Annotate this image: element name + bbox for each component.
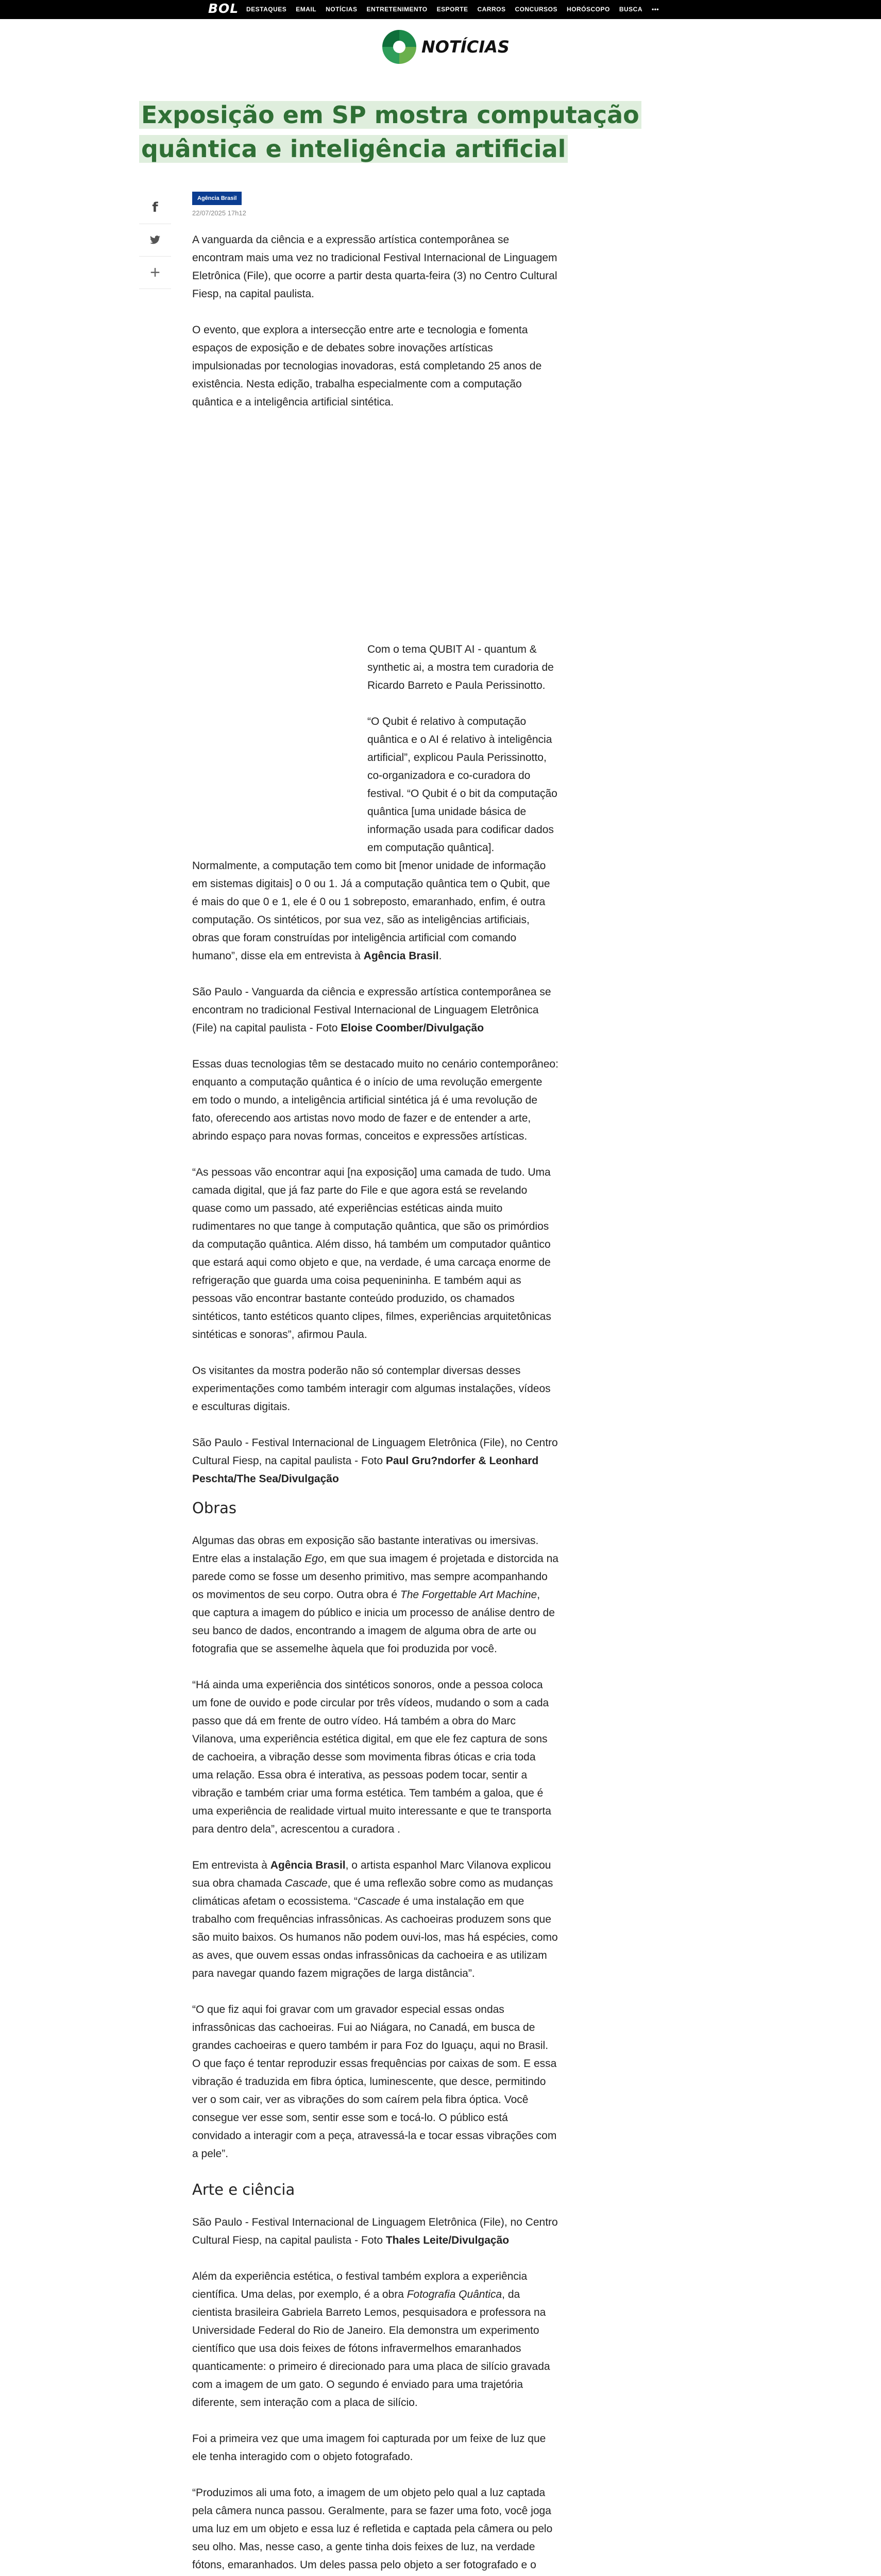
nav-concursos[interactable]: CONCURSOS bbox=[515, 6, 557, 13]
paragraph: O evento, que explora a intersecção entre arte e tecnologia e fomenta espaços de exposição e de debates sobre inovações artísticas impulsionadas por tecnologias inovadoras, está completando 25 anos de existência. Nesta edição, trabalha especialmente com a computação quântica e a inteligência artificial sintética. bbox=[192, 324, 542, 408]
share-buttons bbox=[139, 192, 171, 289]
source-badge[interactable]: Agência Brasil bbox=[192, 192, 242, 205]
nav-email[interactable]: EMAIL bbox=[296, 6, 317, 13]
photo-caption: São Paulo - Festival Internacional de Linguagem Eletrônica (File), no Centro Cultural Fiesp, na capital paulista - Foto Paul Gru?ndorfer & Leonhard Peschta/The Sea/Divulgação bbox=[192, 1437, 558, 1485]
more-share-button[interactable] bbox=[139, 257, 171, 289]
publish-date: 22/07/2025 17h12 bbox=[192, 209, 246, 217]
paragraph: Foi a primeira vez que uma imagem foi capturada por um feixe de luz que ele tenha interagido com o objeto fotografado. bbox=[192, 2433, 546, 2463]
paragraph: “Produzimos ali uma foto, a imagem de um objeto pelo qual a luz captada pela câmera nunca passou. Geralmente, para se fazer uma foto, você joga uma luz em um objeto e essa luz é refletida e captada pela câmera ou pelo seu olho. Mas, nesse caso, a gente tinha dois feixes de luz, na verdade fótons, emaranhados. Um deles passa pelo objeto a ser fotografado e o bbox=[192, 2487, 553, 2571]
top-nav-links bbox=[246, 6, 659, 13]
nav-entretenimento[interactable]: ENTRETENIMENTO bbox=[366, 6, 428, 13]
inset-block bbox=[367, 640, 559, 857]
facebook-share-button[interactable] bbox=[139, 192, 171, 224]
nav-noticias[interactable]: NOTÍCIAS bbox=[326, 6, 358, 13]
article-title: Exposição em SP mostra computação quântica e inteligência artificial bbox=[139, 98, 732, 166]
nav-more[interactable]: ••• bbox=[652, 6, 659, 13]
facebook-icon: f bbox=[152, 200, 158, 215]
photo-caption: São Paulo - Festival Internacional de Linguagem Eletrônica (File), no Centro Cultural Fiesp, na capital paulista - Foto Thales Leite/Divulgação bbox=[192, 2216, 558, 2246]
paragraph: Normalmente, a computação tem como bit [menor unidade de informação em sistemas digitais] o 0 ou 1. Já a computação quântica tem o Qubit, que é mais do que 0 e 1, ele é 0 ou 1 sobreposto, emaranhado, enfim, é outra computação. Os sintéticos, por sua vez, são as inteligências artificiais, obras que foram construídas por inteligência artificial com comando humano”, disse ela em entrevista à Agência Brasil. bbox=[192, 860, 550, 962]
section-title: NOTÍCIAS bbox=[421, 37, 510, 57]
section-heading-obras: Obras bbox=[192, 1499, 237, 1517]
paragraph: A vanguarda da ciência e a expressão artística contemporânea se encontram mais uma vez no tradicional Festival Internacional de Linguagem Eletrônica (File), que ocorre a partir desta quarta-feira (3) no Centro Cultural Fiesp, na capital paulista. bbox=[192, 234, 557, 300]
paragraph: “O que fiz aqui foi gravar com um gravador especial essas ondas infrassônicas das cachoeiras. Fui ao Niágara, no Canadá, em busca de grandes cachoeiras e quero também ir para Foz do Iguaçu, aqui no Brasil. O que faço é tentar reproduzir essas frequências por caixas de som. E essa vibração é traduzida em fibra óptica, luminescente, que desce, permitindo ver o som cair, ver as vibrações do som caírem pela fibra óptica. Você consegue ver esse som, sentir esse som e tocá-lo. O público está convidado a interagir com a peça, atravessá-la e tocar essas vibrações com a pele”. bbox=[192, 2004, 557, 2160]
paragraph: Essas duas tecnologias têm se destacado muito no cenário contemporâneo: enquanto a computação quântica é o início de uma revolução emergente em todo o mundo, a inteligência artificial sintética já é uma revolução de fato, oferecendo aos artistas novo modo de fazer e de entender a arte, abrindo espaço para novas formas, conceitos e expressões artísticas. bbox=[192, 1058, 558, 1142]
nav-busca[interactable]: BUSCA bbox=[619, 6, 643, 13]
paragraph: Os visitantes da mostra poderão não só contemplar diversas desses experimentações como também interagir com algumas instalações, vídeos e esculturas digitais. bbox=[192, 1365, 551, 1413]
paragraph: “As pessoas vão encontrar aqui [na exposição] uma camada de tudo. Uma camada digital, que já faz parte do File e que agora está se revelando quase como um passado, até experiências estéticas ainda muito rudimentares no que tange à computação quântica, que são os primórdios da computação quântica. Além disso, há também um computador quântico que estará aqui como objeto e que, na verdade, é uma carcaça enorme de refrigeração que guarda uma coisa pequenininha. E também aqui as pessoas vão encontrar bastante conteúdo produzido, os chamados sintéticos, tanto estéticos quanto clipes, filmes, experiências arquitetônicas sintéticas e sonoras”, afirmou Paula. bbox=[192, 1166, 551, 1341]
paragraph: Com o tema QUBIT AI - quantum & synthetic ai, a mostra tem curadoria de Ricardo Barreto e Paula Perissinotto. bbox=[367, 643, 554, 691]
paragraph: “O Qubit é relativo à computação quântica e o AI é relativo à inteligência artificial”, explicou Paula Perissinotto, co-organizadora e co-curadora do festival. “O Qubit é o bit da computação quântica [uma unidade básica de informação usada para codificar dados em computação quântica]. bbox=[367, 716, 557, 854]
advertisement-space bbox=[192, 429, 559, 640]
paragraph: Algumas das obras em exposição são bastante interativas ou imersivas. Entre elas a instalação Ego, em que sua imagem é projetada e distorcida na parede como se fosse um desenho primitivo, mas sempre acompanhando os movimentos de seu corpo. Outra obra é The Forgettable Art Machine, que captura a imagem do público e inicia um processo de análise dentro de seu banco de dados, encontrando a imagem de alguma obra de arte ou fotografia que se assemelhe àquela que foi produzida por você. bbox=[192, 1535, 558, 1655]
paragraph: “Há ainda uma experiência dos sintéticos sonoros, onde a pessoa coloca um fone de ouvido e pode circular por três vídeos, mudando o som a cada passo que dá em frente de outro vídeo. Há também a obra do Marc Vilanova, uma experiência estética digital, em que ele fez captura de sons de cachoeira, a vibração desse som movimenta fibras óticas e cria toda uma relação. Essa obra é interativa, as pessoas podem tocar, sentir a vibração e também criar uma forma estética. Tem também a galoa, que é uma experiência de realidade virtual muito interessante e que te transporta para dentro dela”, acrescentou a curadora . bbox=[192, 1679, 551, 1835]
plus-icon: + bbox=[150, 262, 160, 282]
nav-horoscopo[interactable]: HORÓSCOPO bbox=[567, 6, 610, 13]
section-heading-arte-e-ciencia: Arte e ciência bbox=[192, 2181, 295, 2198]
twitter-share-button[interactable] bbox=[139, 224, 171, 257]
paragraph: Em entrevista à Agência Brasil, o artista espanhol Marc Vilanova explicou sua obra chamada Cascade, que é uma reflexão sobre como as mudanças climáticas afetam o ecossistema. “Cascade é uma instalação em que trabalho com frequências infrassônicas. As cachoeiras produzem sons que são muito baixos. Os humanos não podem ouvi-los, mas há espécies, como as aves, que ouvem essas ondas infrassônicas da cachoeira e as utilizam para navegar quando fazem migrações de larga distância”. bbox=[192, 1859, 558, 1979]
top-navigation-bar bbox=[0, 0, 881, 19]
twitter-icon bbox=[149, 232, 161, 248]
bol-logo[interactable]: BOL bbox=[208, 1, 239, 16]
noticias-logo-icon bbox=[382, 30, 416, 64]
photo-caption: São Paulo - Vanguarda da ciência e expressão artística contemporânea se encontram no tradicional Festival Internacional de Linguagem Eletrônica (File) na capital paulista - Foto Eloise Coomber/Divulgação bbox=[192, 986, 551, 1034]
article-body bbox=[192, 231, 559, 2576]
nav-esporte[interactable]: ESPORTE bbox=[436, 6, 468, 13]
section-logo[interactable] bbox=[382, 29, 510, 65]
nav-carros[interactable]: CARROS bbox=[477, 6, 506, 13]
paragraph: Além da experiência estética, o festival também explora a experiência científica. Uma delas, por exemplo, é a obra Fotografia Quântica, da cientista brasileira Gabriela Barreto Lemos, pesquisadora e professora na Universidade Federal do Rio de Janeiro. Ela demonstra um experimento científico que usa dois feixes de fótons infravermelhos emaranhados quanticamente: o primeiro é direcionado para uma placa de silício gravada com a imagem de um gato. O segundo é enviado para uma trajetória diferente, sem interação com a placa de silício. bbox=[192, 2270, 550, 2409]
article-header bbox=[139, 98, 732, 166]
nav-destaques[interactable]: DESTAQUES bbox=[246, 6, 287, 13]
